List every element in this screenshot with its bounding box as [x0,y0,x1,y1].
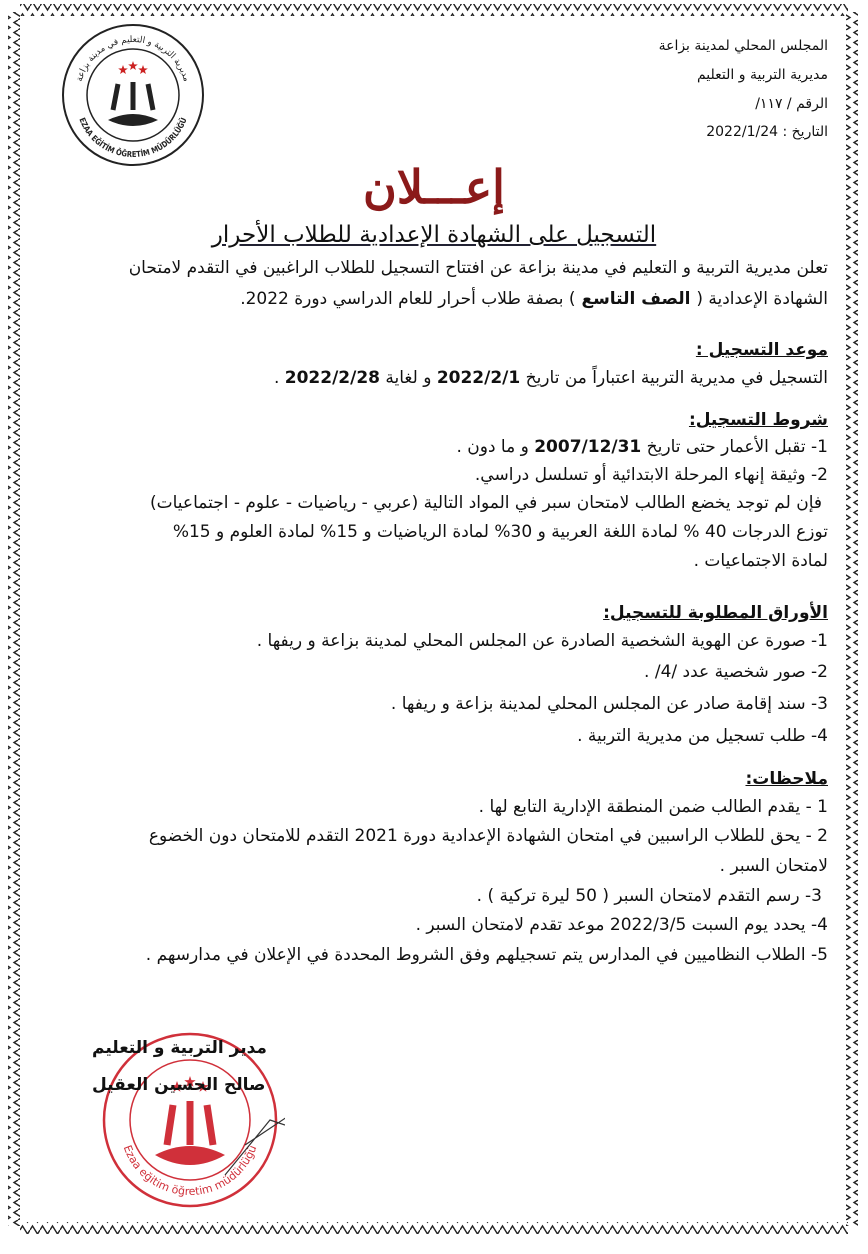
condition-text: 1- تقبل الأعمار حتى تاريخ [641,437,828,457]
notes-heading: ملاحظات: [745,769,828,789]
reference-number: الرقم / ١١٧/ [755,96,828,112]
condition-item-2-cont: لمادة الاجتماعيات . [693,551,828,571]
condition-text: و ما دون . [456,437,535,457]
intro-line-2 [240,287,828,311]
intro-text: ) بصفة طلاب أحرار للعام الدراسي دورة 2022. [240,289,576,309]
stars-icon [118,61,148,74]
svg-text:EZAA EĞİTİM ÖĞRETİM MÜDÜRLÜĞÜ: EZAA EĞİTİM ÖĞRETİM MÜDÜRLÜĞÜ [77,115,189,160]
schedule-text [274,366,828,390]
schedule-text-part: . [273,368,285,388]
condition-item-2-cont: توزع الدرجات 40 % لمادة اللغة العربية و 30% لمادة الرياضيات و 15% لمادة العلوم و 15% [172,522,828,542]
note-item-cont: لامتحان السبر . [719,856,828,876]
end-date: 2022/2/28 [284,368,380,388]
document-item: 3- سند إقامة صادر عن المجلس المحلي لمدينة بزاعة و ريفها . [390,694,828,714]
note-item: 3- رسم التقدم لامتحان السبر ( 50 ليرة تركية ) . [476,886,822,906]
schedule-text-part: و لغاية [379,368,437,388]
note-item: 4- يحدد يوم السبت 2022/3/5 موعد تقدم لامتحان السبر . [415,915,828,935]
document-item: 4- طلب تسجيل من مديرية التربية . [577,726,828,746]
grade-label: الصف التاسع [575,289,697,309]
announcement-subtitle: التسجيل على الشهادة الإعدادية للطلاب الأحرار [211,222,657,248]
document-item: 1- صورة عن الهوية الشخصية الصادرة عن المجلس المحلي لمدينة بزاعة و ريفها . [256,631,828,651]
note-item: 5- الطلاب النظاميين في المدارس يتم تسجيلهم وفق الشروط المحددة في الإعلان في مدارسهم . [145,945,828,965]
schedule-text-part: التسجيل في مديرية التربية اعتباراً من تاريخ [520,368,828,388]
condition-item-2: 2- وثيقة إنهاء المرحلة الابتدائية أو تسلسل دراسي. [474,465,828,485]
conditions-heading: شروط التسجيل: [688,410,828,430]
condition-item-2-cont: فإن لم توجد يخضع الطالب لامتحان سبر في المواد التالية (عربي - رياضيات - علوم - اجتماعيات) [149,493,822,513]
documents-heading: الأوراق المطلوبة للتسجيل: [603,603,828,623]
directorate-logo [58,20,208,170]
note-item: 2 - يحق للطلاب الراسبين في امتحان الشهادة الإعدادية دورة 2021 التقدم للامتحان دون الخضوع [148,826,828,846]
announcement-title: إعـــلان [363,160,505,214]
schedule-heading: موعد التسجيل : [695,340,828,360]
document-item: 2- صور شخصية عدد /4/ . [644,662,828,682]
signatory-role: مدير التربية و التعليم [92,1038,267,1058]
document-date: التاريخ : 2022/1/24 [706,124,828,140]
svg-text:مديرية التربية و التعليم في مد: مديرية التربية و التعليم في مدينة بزاعة [74,34,192,84]
intro-text: الشهادة الإعدادية ( [696,289,828,309]
directorate-name: مديرية التربية و التعليم [696,67,828,83]
council-name: المجلس المحلي لمدينة بزاعة [658,38,828,54]
age-cutoff-date: 2007/12/31 [534,437,642,457]
signatory-name: صالح الحسين العقيل [92,1075,266,1095]
condition-item-1 [456,435,828,459]
svg-text:Ezaa eğitim öğretim müdürlüğü: Ezaa eğitim öğretim müdürlüğü [120,1143,260,1199]
intro-line-1: تعلن مديرية التربية و التعليم في مدينة بزاعة عن افتتاح التسجيل للطلاب الراغبين في التقدم لامتحان [128,258,828,278]
note-item: 1 - يقدم الطالب ضمن المنطقة الإدارية التابع لها . [478,797,828,817]
start-date: 2022/2/1 [436,368,521,388]
